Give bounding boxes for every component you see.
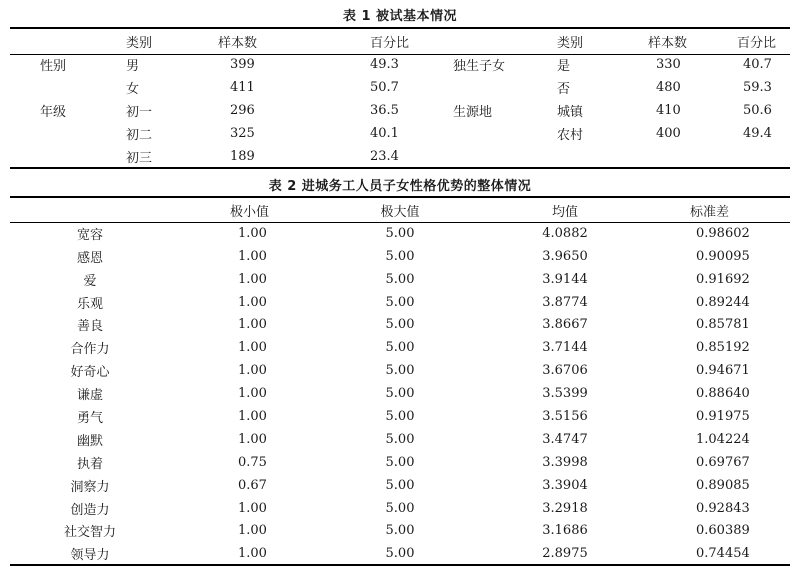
table-cell: 0.91975	[696, 408, 750, 424]
table-cell: 480	[656, 80, 681, 95]
table-cell: 50.7	[370, 80, 399, 95]
table-cell: 3.9144	[542, 271, 588, 287]
table-cell: 勇气	[76, 410, 103, 426]
table-cell: 1.00	[238, 523, 267, 539]
table-cell: 洞察力	[70, 479, 110, 495]
table-cell: 3.8667	[542, 317, 588, 333]
table-cell: 5.00	[385, 225, 415, 241]
table-cell: 330	[656, 57, 681, 72]
table-cell: 5.00	[385, 477, 415, 493]
table-cell: 2.8975	[542, 546, 588, 562]
table-cell: 3.5399	[542, 386, 588, 402]
table-cell: 5.00	[385, 523, 415, 539]
table-cell: 1.00	[238, 340, 267, 356]
table-cell	[545, 145, 620, 168]
table-cell: 爱	[83, 273, 97, 289]
table-cell: 0.85781	[696, 317, 750, 333]
table-cell: 创造力	[70, 502, 110, 518]
table-cell: 0.91692	[696, 271, 750, 287]
table-cell: 城镇	[557, 105, 584, 120]
table-cell: 3.8774	[542, 294, 588, 310]
table-cell: 1.00	[238, 386, 267, 402]
table-cell: 乐观	[76, 296, 103, 312]
table-cell: 1.00	[238, 546, 267, 562]
table-cell: 3.1686	[542, 523, 588, 539]
table-cell	[715, 145, 790, 168]
table-row	[10, 542, 790, 565]
table-cell: 性别	[40, 59, 67, 74]
table-cell: 1.00	[238, 294, 267, 310]
table-cell	[10, 76, 110, 99]
table2-header-row	[10, 199, 790, 222]
table-cell: 生源地	[453, 105, 493, 120]
table-cell: 325	[230, 126, 255, 141]
table-cell: 极小值	[230, 204, 270, 220]
table-cell: 5.00	[385, 317, 415, 333]
table-cell: 0.89244	[696, 294, 750, 310]
table-cell: 399	[230, 57, 255, 72]
table2-top-rule	[10, 196, 790, 198]
table-cell: 否	[557, 82, 571, 97]
table-cell: 幽默	[76, 433, 103, 449]
table-cell: 0.98602	[696, 225, 750, 241]
table-cell: 1.00	[238, 317, 267, 333]
table-cell: 3.3904	[542, 477, 588, 493]
table-cell: 1.00	[238, 408, 267, 424]
table-cell: 百分比	[737, 36, 777, 51]
table-cell: 类别	[126, 36, 153, 51]
table-cell: 3.5156	[542, 408, 588, 424]
table-cell: 49.4	[743, 126, 772, 141]
table-cell: 0.74454	[696, 546, 750, 562]
table-cell: 4.0882	[542, 225, 588, 241]
table-cell: 男	[126, 59, 140, 74]
table2-caption: 表 2 进城务工人员子女性格优势的整体情况	[268, 179, 532, 194]
table1-top-rule	[10, 27, 790, 29]
table-cell: 初三	[126, 151, 153, 166]
table-cell: 0.94671	[696, 363, 750, 379]
table-cell: 5.00	[385, 340, 415, 356]
table-cell: 社交智力	[63, 525, 116, 541]
table2-header-rule	[10, 222, 790, 223]
table-cell: 宽容	[76, 227, 103, 243]
table-cell: 1.00	[238, 225, 267, 241]
table-cell: 40.1	[370, 126, 399, 141]
table-cell: 5.00	[385, 248, 415, 264]
table-cell: 410	[656, 103, 681, 118]
table-cell: 5.00	[385, 546, 415, 562]
table-cell: 1.00	[238, 363, 267, 379]
table1-header-row	[10, 30, 790, 53]
table-cell: 40.7	[743, 57, 772, 72]
table-cell: 3.9650	[542, 248, 588, 264]
table-cell	[445, 30, 545, 53]
table-cell: 3.2918	[542, 500, 588, 516]
table-cell: 类别	[557, 36, 584, 51]
table-cell: 女	[126, 82, 140, 97]
table-cell: 1.00	[238, 271, 267, 287]
table-cell: 领导力	[70, 548, 110, 564]
table-cell: 411	[230, 80, 255, 95]
table1	[10, 30, 790, 168]
table-cell	[445, 76, 545, 99]
table-cell	[620, 145, 715, 168]
table-cell: 0.85192	[696, 340, 750, 356]
table-row	[10, 222, 790, 245]
table-cell: 5.00	[385, 271, 415, 287]
table-row	[10, 519, 790, 542]
table-cell: 1.00	[238, 500, 267, 516]
table-cell: 初二	[126, 128, 153, 143]
table1-caption: 表 1 被试基本情况	[342, 9, 458, 24]
table1-header-rule	[10, 54, 790, 55]
table-cell: 年级	[40, 105, 67, 120]
table-row	[10, 313, 790, 336]
table-cell: 3.7144	[542, 340, 588, 356]
table-cell: 3.4747	[542, 431, 588, 447]
table-cell	[445, 145, 545, 168]
table-cell: 均值	[551, 204, 578, 220]
table-cell: 谦虚	[76, 388, 103, 404]
table-cell: 3.6706	[542, 363, 588, 379]
table-cell: 5.00	[385, 363, 415, 379]
table-cell: 初一	[126, 105, 153, 120]
table2	[10, 199, 790, 565]
table-cell: 0.88640	[696, 386, 750, 402]
table-row	[10, 122, 790, 145]
table-cell: 3.3998	[542, 454, 588, 470]
table-cell: 1.00	[238, 431, 267, 447]
table-cell: 5.00	[385, 386, 415, 402]
table-cell	[10, 122, 110, 145]
table-cell: 0.75	[238, 454, 267, 470]
table-cell: 5.00	[385, 294, 415, 310]
table-cell: 5.00	[385, 500, 415, 516]
table-cell: 合作力	[70, 342, 110, 358]
table-cell: 0.60389	[696, 523, 750, 539]
table-cell: 样本数	[218, 36, 258, 51]
table-cell: 1.04224	[696, 431, 750, 447]
table1-bottom-rule	[10, 167, 790, 169]
table-cell: 5.00	[385, 431, 415, 447]
table-cell: 农村	[557, 128, 584, 143]
table-row	[10, 451, 790, 474]
table-row	[10, 359, 790, 382]
table-cell: 400	[656, 126, 681, 141]
table-cell	[10, 30, 110, 53]
table-row	[10, 245, 790, 268]
table-cell	[445, 122, 545, 145]
table-cell	[10, 199, 170, 222]
table-cell: 1.00	[238, 248, 267, 264]
table-cell: 49.3	[370, 57, 399, 72]
table-cell	[10, 145, 110, 168]
table-cell: 极大值	[380, 204, 420, 220]
table-cell: 189	[230, 149, 255, 164]
table-row	[10, 336, 790, 359]
table-cell: 0.69767	[696, 454, 750, 470]
table-cell: 执着	[76, 456, 103, 472]
table-cell: 59.3	[743, 80, 772, 95]
table-cell: 好奇心	[70, 365, 110, 381]
table-cell: 50.6	[743, 103, 772, 118]
table-cell: 感恩	[76, 250, 103, 266]
table-cell: 5.00	[385, 454, 415, 470]
table-cell: 296	[230, 103, 255, 118]
table-cell: 36.5	[370, 103, 399, 118]
table-row	[10, 145, 790, 168]
table-row	[10, 497, 790, 520]
table-cell: 0.90095	[696, 248, 750, 264]
table-cell: 善良	[76, 319, 103, 335]
table-row	[10, 428, 790, 451]
table-row	[10, 291, 790, 314]
table-cell: 0.92843	[696, 500, 750, 516]
table-row	[10, 268, 790, 291]
table-cell: 5.00	[385, 408, 415, 424]
table-row	[10, 405, 790, 428]
table-row	[10, 76, 790, 99]
table-cell: 独生子女	[453, 59, 506, 74]
table-cell: 0.67	[238, 477, 267, 493]
table-row	[10, 382, 790, 405]
table-cell: 标准差	[690, 204, 730, 220]
table-cell: 是	[557, 59, 571, 74]
table-cell: 23.4	[370, 149, 399, 164]
table-row	[10, 474, 790, 497]
table-row	[10, 53, 790, 76]
table2-bottom-rule	[10, 564, 790, 566]
table-cell: 样本数	[648, 36, 688, 51]
table-row	[10, 99, 790, 122]
table-cell: 百分比	[370, 36, 410, 51]
table-cell: 0.89085	[696, 477, 750, 493]
